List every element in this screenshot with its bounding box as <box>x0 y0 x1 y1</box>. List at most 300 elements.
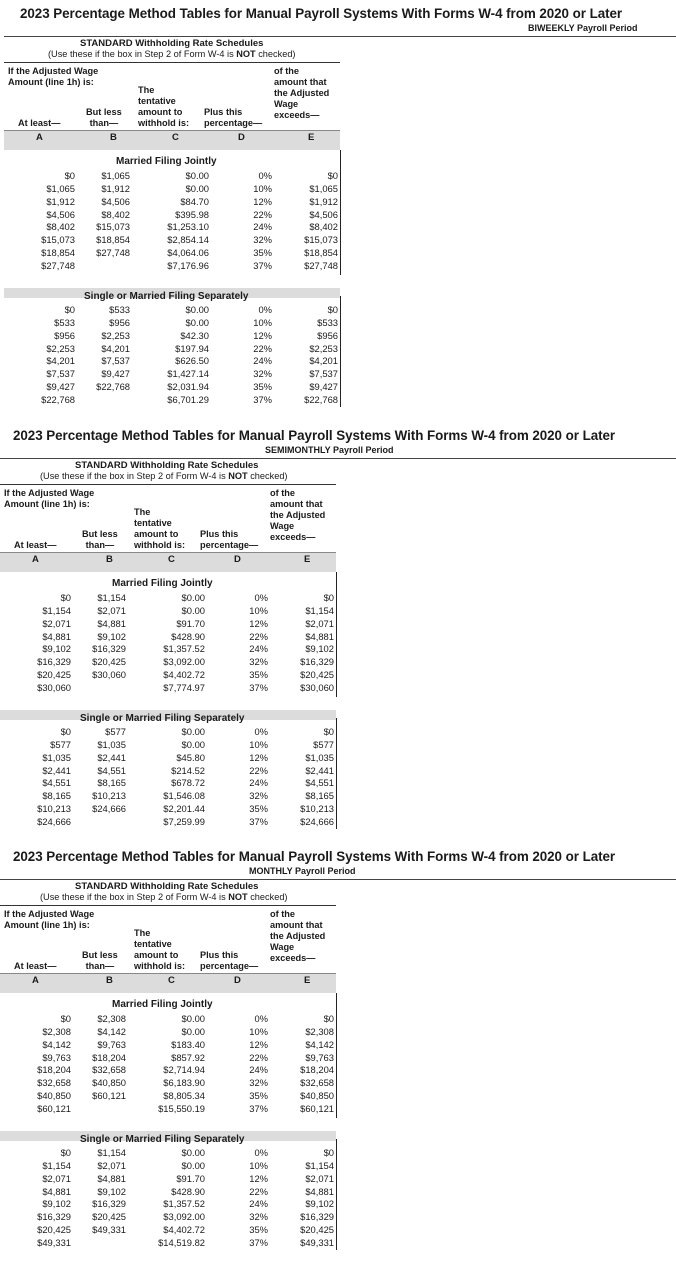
header-plus-percentage: Plus this percentage— <box>200 529 259 550</box>
table-row <box>0 1103 1 1104</box>
exceeds-cell: $4,551 <box>305 777 334 789</box>
exceeds-cell: $1,035 <box>305 751 334 763</box>
exceeds-cell: $0 <box>327 304 338 315</box>
tentative-amount-cell: $2,714.94 <box>163 1064 205 1076</box>
column-letter-b: B <box>110 132 117 143</box>
column-letter-e: E <box>304 554 311 565</box>
table-row <box>0 234 1 235</box>
header-at-least: At least— <box>14 961 57 971</box>
at-least-cell: $16,329 <box>37 1211 71 1223</box>
at-least-cell: $4,201 <box>46 355 75 367</box>
at-least-cell: $2,441 <box>42 764 71 776</box>
table-row <box>0 1211 1 1212</box>
tentative-amount-cell: $428.90 <box>171 1185 205 1197</box>
header-exceeds: of the amount that the Adjusted Wage exceeds— <box>270 488 326 542</box>
percentage-cell: 35% <box>249 669 268 681</box>
percentage-cell: 35% <box>253 381 272 393</box>
at-least-cell: $20,425 <box>37 1224 71 1236</box>
schedules-note <box>40 471 288 481</box>
but-less-than-cell: $4,142 <box>97 1025 126 1037</box>
percentage-cell: 0% <box>254 726 268 737</box>
table-row <box>0 618 1 619</box>
header-tentative-amount: The tentative amount to withhold is: <box>138 85 190 128</box>
payroll-table-section <box>0 849 676 1269</box>
payroll-table-section <box>0 428 676 848</box>
table-row <box>0 1052 1 1053</box>
tentative-amount-cell: $7,774.97 <box>163 681 205 693</box>
table-row <box>0 656 1 657</box>
exceeds-cell: $9,102 <box>305 1198 334 1210</box>
at-least-cell: $22,768 <box>41 393 75 405</box>
schedules-note <box>48 49 296 59</box>
exceeds-cell: $9,427 <box>309 381 338 393</box>
exceeds-cell: $15,073 <box>304 234 338 246</box>
header-plus-percentage: Plus this percentage— <box>200 950 259 971</box>
but-less-than-cell: $4,881 <box>97 1172 126 1184</box>
column-letter-d: D <box>234 975 241 986</box>
at-least-cell: $8,402 <box>46 221 75 233</box>
table-right-rule <box>340 150 341 275</box>
exceeds-cell: $0 <box>323 726 334 737</box>
percentage-cell: 10% <box>253 316 272 328</box>
table-row <box>0 1039 1 1040</box>
exceeds-cell: $18,854 <box>304 247 338 259</box>
percentage-cell: 32% <box>253 368 272 380</box>
tentative-amount-cell: $42.30 <box>180 329 209 341</box>
tentative-amount-cell: $678.72 <box>171 777 205 789</box>
percentage-cell: 0% <box>258 304 272 315</box>
tentative-amount-cell: $14,519.82 <box>158 1236 205 1248</box>
at-least-cell: $9,102 <box>42 1198 71 1210</box>
at-least-cell: $9,102 <box>42 643 71 655</box>
at-least-cell: $18,854 <box>41 247 75 259</box>
at-least-cell: $9,427 <box>46 381 75 393</box>
but-less-than-cell: $4,551 <box>97 764 126 776</box>
table-right-rule <box>340 296 341 407</box>
percentage-cell: 12% <box>253 195 272 207</box>
at-least-cell: $16,329 <box>37 656 71 668</box>
exceeds-cell: $20,425 <box>300 1224 334 1236</box>
table-top-rule <box>0 484 336 485</box>
but-less-than-cell: $20,425 <box>92 1211 126 1223</box>
table-row <box>0 1147 1 1148</box>
table-row <box>0 631 1 632</box>
filing-status-label: Single or Married Filing Separately <box>84 291 249 302</box>
section-title: 2023 Percentage Method Tables for Manual Payroll Systems With Forms W-4 from 2020 or Later <box>13 849 616 864</box>
table-row <box>0 247 1 248</box>
table-right-rule <box>336 572 337 697</box>
percentage-cell: 0% <box>254 1147 268 1158</box>
but-less-than-cell: $7,537 <box>101 355 130 367</box>
percentage-cell: 10% <box>249 738 268 750</box>
exceeds-cell: $20,425 <box>300 669 334 681</box>
but-less-than-cell: $20,425 <box>92 656 126 668</box>
but-less-than-cell: $16,329 <box>92 643 126 655</box>
header-adjusted-wage: If the Adjusted Wage Amount (line 1h) is: <box>4 488 95 509</box>
at-least-cell: $10,213 <box>37 803 71 815</box>
exceeds-cell: $24,666 <box>300 815 334 827</box>
at-least-cell: $40,850 <box>37 1090 71 1102</box>
exceeds-cell: $4,881 <box>305 630 334 642</box>
table-row <box>0 1224 1 1225</box>
exceeds-cell: $1,154 <box>305 604 334 616</box>
percentage-cell: 24% <box>249 1064 268 1076</box>
but-less-than-cell: $9,102 <box>97 1185 126 1197</box>
exceeds-cell: $60,121 <box>300 1102 334 1114</box>
exceeds-cell: $9,102 <box>305 643 334 655</box>
percentage-cell: 10% <box>253 182 272 194</box>
tentative-amount-cell: $0.00 <box>181 1147 205 1158</box>
but-less-than-cell: $2,071 <box>97 1159 126 1171</box>
percentage-cell: 22% <box>249 1185 268 1197</box>
column-letter-c: C <box>168 975 175 986</box>
exceeds-cell: $4,506 <box>309 208 338 220</box>
table-row <box>0 739 1 740</box>
percentage-cell: 22% <box>249 1051 268 1063</box>
tentative-amount-cell: $7,259.99 <box>163 815 205 827</box>
but-less-than-cell: $4,881 <box>97 617 126 629</box>
but-less-than-cell: $18,204 <box>92 1051 126 1063</box>
but-less-than-cell: $2,441 <box>97 751 126 763</box>
but-less-than-cell: $1,154 <box>97 592 126 603</box>
title-rule <box>4 36 676 37</box>
tentative-amount-cell: $0.00 <box>181 738 205 750</box>
percentage-cell: 32% <box>249 790 268 802</box>
table-row <box>0 1090 1 1091</box>
table-row <box>0 1186 1 1187</box>
filing-status-bar <box>0 987 336 993</box>
tentative-amount-cell: $0.00 <box>181 592 205 603</box>
at-least-cell: $4,551 <box>42 777 71 789</box>
table-row <box>0 1013 1 1014</box>
tentative-amount-cell: $1,253.10 <box>167 221 209 233</box>
schedules-note-text: checked) <box>255 49 296 59</box>
tentative-amount-cell: $0.00 <box>185 182 209 194</box>
exceeds-cell: $0 <box>323 592 334 603</box>
at-least-cell: $0 <box>60 592 71 603</box>
column-letter-b: B <box>106 554 113 565</box>
tentative-amount-cell: $2,201.44 <box>163 803 205 815</box>
at-least-cell: $1,912 <box>46 195 75 207</box>
at-least-cell: $4,506 <box>46 208 75 220</box>
tentative-amount-cell: $3,092.00 <box>163 656 205 668</box>
at-least-cell: $2,308 <box>42 1025 71 1037</box>
exceeds-cell: $10,213 <box>300 803 334 815</box>
tentative-amount-cell: $91.70 <box>176 617 205 629</box>
section-title: 2023 Percentage Method Tables for Manual Payroll Systems With Forms W-4 from 2020 or Later <box>20 6 623 21</box>
but-less-than-cell: $1,154 <box>97 1147 126 1158</box>
column-letter-d: D <box>234 554 241 565</box>
header-exceeds: of the amount that the Adjusted Wage exceeds— <box>274 66 330 120</box>
table-right-rule <box>336 718 337 829</box>
exceeds-cell: $32,658 <box>300 1077 334 1089</box>
header-but-less-than: But less than— <box>82 950 118 971</box>
section-title: 2023 Percentage Method Tables for Manual Payroll Systems With Forms W-4 from 2020 or Later <box>13 428 616 443</box>
table-row <box>0 1064 1 1065</box>
percentage-cell: 37% <box>249 1236 268 1248</box>
table-row <box>0 643 1 644</box>
column-letter-b: B <box>106 975 113 986</box>
percentage-cell: 32% <box>249 1077 268 1089</box>
table-row <box>0 1026 1 1027</box>
percentage-cell: 32% <box>253 234 272 246</box>
but-less-than-cell: $40,850 <box>92 1077 126 1089</box>
but-less-than-cell: $1,912 <box>101 182 130 194</box>
but-less-than-cell: $2,071 <box>97 604 126 616</box>
at-least-cell: $533 <box>54 316 75 328</box>
tentative-amount-cell: $214.52 <box>171 764 205 776</box>
but-less-than-cell: $533 <box>109 304 130 315</box>
at-least-cell: $1,035 <box>42 751 71 763</box>
table-row <box>0 343 1 344</box>
but-less-than-cell: $15,073 <box>96 221 130 233</box>
schedules-note-text: checked) <box>247 471 288 481</box>
column-letter-e: E <box>304 975 311 986</box>
filing-status-label: Single or Married Filing Separately <box>80 713 245 724</box>
table-row <box>0 605 1 606</box>
header-tentative-amount: The tentative amount to withhold is: <box>134 928 186 971</box>
column-letter-d: D <box>238 132 245 143</box>
header-adjusted-wage: If the Adjusted Wage Amount (line 1h) is: <box>4 909 95 930</box>
table-row <box>0 330 1 331</box>
but-less-than-cell: $27,748 <box>96 247 130 259</box>
percentage-cell: 37% <box>249 1102 268 1114</box>
tentative-amount-cell: $197.94 <box>175 342 209 354</box>
at-least-cell: $15,073 <box>41 234 75 246</box>
percentage-cell: 24% <box>249 1198 268 1210</box>
but-less-than-cell: $22,768 <box>96 381 130 393</box>
but-less-than-cell: $16,329 <box>92 1198 126 1210</box>
but-less-than-cell: $2,253 <box>101 329 130 341</box>
tentative-amount-cell: $1,546.08 <box>163 790 205 802</box>
table-row <box>0 669 1 670</box>
at-least-cell: $27,748 <box>41 259 75 271</box>
tentative-amount-cell: $4,402.72 <box>163 1224 205 1236</box>
tentative-amount-cell: $4,064.06 <box>167 247 209 259</box>
but-less-than-cell: $956 <box>109 316 130 328</box>
table-row <box>0 803 1 804</box>
at-least-cell: $0 <box>64 304 75 315</box>
at-least-cell: $956 <box>54 329 75 341</box>
percentage-cell: 37% <box>249 681 268 693</box>
header-at-least: At least— <box>14 540 57 550</box>
tentative-amount-cell: $7,176.96 <box>167 259 209 271</box>
schedules-title: STANDARD Withholding Rate Schedules <box>75 460 259 471</box>
percentage-cell: 24% <box>253 221 272 233</box>
at-least-cell: $24,666 <box>37 815 71 827</box>
table-row <box>0 1077 1 1078</box>
tentative-amount-cell: $0.00 <box>185 316 209 328</box>
exceeds-cell: $16,329 <box>300 1211 334 1223</box>
tentative-amount-cell: $428.90 <box>171 630 205 642</box>
but-less-than-cell: $30,060 <box>92 669 126 681</box>
schedules-note-emphasis: NOT <box>228 892 248 902</box>
at-least-cell: $2,071 <box>42 1172 71 1184</box>
at-least-cell: $8,165 <box>42 790 71 802</box>
tentative-amount-cell: $0.00 <box>185 304 209 315</box>
but-less-than-cell: $60,121 <box>92 1090 126 1102</box>
schedules-note-text: (Use these if the box in Step 2 of Form W-4 is <box>40 892 229 902</box>
percentage-cell: 35% <box>249 803 268 815</box>
filing-status-label: Single or Married Filing Separately <box>80 1134 245 1145</box>
but-less-than-cell: $18,854 <box>96 234 130 246</box>
title-rule <box>0 458 676 459</box>
tentative-amount-cell: $45.80 <box>176 751 205 763</box>
table-row <box>0 816 1 817</box>
table-row <box>0 394 1 395</box>
percentage-cell: 35% <box>249 1224 268 1236</box>
column-letter-a: A <box>32 975 39 986</box>
table-row <box>0 726 1 727</box>
percentage-cell: 0% <box>254 592 268 603</box>
but-less-than-cell: $1,065 <box>101 170 130 181</box>
payroll-table-section <box>0 6 676 426</box>
exceeds-cell: $0 <box>327 170 338 181</box>
schedules-note-emphasis: NOT <box>228 471 248 481</box>
exceeds-cell: $49,331 <box>300 1236 334 1248</box>
table-row <box>0 1173 1 1174</box>
percentage-cell: 22% <box>249 764 268 776</box>
exceeds-cell: $9,763 <box>305 1051 334 1063</box>
but-less-than-cell: $577 <box>105 726 126 737</box>
at-least-cell: $18,204 <box>37 1064 71 1076</box>
at-least-cell: $4,881 <box>42 1185 71 1197</box>
percentage-cell: 24% <box>253 355 272 367</box>
tentative-amount-cell: $4,402.72 <box>163 669 205 681</box>
exceeds-cell: $18,204 <box>300 1064 334 1076</box>
percentage-cell: 37% <box>253 259 272 271</box>
percentage-cell: 37% <box>249 815 268 827</box>
tentative-amount-cell: $0.00 <box>181 1159 205 1171</box>
at-least-cell: $2,071 <box>42 617 71 629</box>
table-right-rule <box>336 1139 337 1250</box>
table-row <box>0 368 1 369</box>
header-adjusted-wage: If the Adjusted Wage Amount (line 1h) is: <box>8 66 99 87</box>
header-exceeds: of the amount that the Adjusted Wage exceeds— <box>270 909 326 963</box>
tentative-amount-cell: $0.00 <box>185 170 209 181</box>
percentage-cell: 32% <box>249 656 268 668</box>
percentage-cell: 24% <box>249 643 268 655</box>
exceeds-cell: $0 <box>323 1147 334 1158</box>
tentative-amount-cell: $8,805.34 <box>163 1090 205 1102</box>
schedules-note-text: checked) <box>247 892 288 902</box>
percentage-cell: 35% <box>249 1090 268 1102</box>
at-least-cell: $49,331 <box>37 1236 71 1248</box>
exceeds-cell: $533 <box>317 316 338 328</box>
schedules-title: STANDARD Withholding Rate Schedules <box>80 38 264 49</box>
payroll-period-label: SEMIMONTHLY Payroll Period <box>265 445 394 455</box>
table-row <box>0 260 1 261</box>
header-at-least: At least— <box>18 118 61 128</box>
table-row <box>0 381 1 382</box>
table-top-rule <box>0 905 336 906</box>
exceeds-cell: $22,768 <box>304 393 338 405</box>
schedules-note <box>40 892 288 902</box>
but-less-than-cell: $2,308 <box>97 1013 126 1024</box>
table-right-rule <box>336 993 337 1118</box>
percentage-cell: 12% <box>249 1038 268 1050</box>
at-least-cell: $0 <box>60 1013 71 1024</box>
percentage-cell: 22% <box>253 342 272 354</box>
percentage-cell: 0% <box>254 1013 268 1024</box>
table-row <box>0 170 1 171</box>
table-row <box>0 790 1 791</box>
table-row <box>0 777 1 778</box>
tentative-amount-cell: $1,357.52 <box>163 643 205 655</box>
tentative-amount-cell: $2,854.14 <box>167 234 209 246</box>
tentative-amount-cell: $6,183.90 <box>163 1077 205 1089</box>
at-least-cell: $0 <box>64 170 75 181</box>
percentage-cell: 24% <box>249 777 268 789</box>
table-row <box>0 209 1 210</box>
filing-status-label: Married Filing Jointly <box>116 156 217 167</box>
percentage-cell: 22% <box>249 630 268 642</box>
but-less-than-cell: $9,102 <box>97 630 126 642</box>
schedules-note-emphasis: NOT <box>236 49 256 59</box>
payroll-period-label: BIWEEKLY Payroll Period <box>528 23 638 33</box>
but-less-than-cell: $4,506 <box>101 195 130 207</box>
exceeds-cell: $8,402 <box>309 221 338 233</box>
but-less-than-cell: $32,658 <box>92 1064 126 1076</box>
at-least-cell: $30,060 <box>37 681 71 693</box>
at-least-cell: $1,154 <box>42 604 71 616</box>
tentative-amount-cell: $857.92 <box>171 1051 205 1063</box>
payroll-period-label: MONTHLY Payroll Period <box>249 866 356 876</box>
header-but-less-than: But less than— <box>82 529 118 550</box>
but-less-than-cell: $10,213 <box>92 790 126 802</box>
but-less-than-cell: $1,035 <box>97 738 126 750</box>
exceeds-cell: $956 <box>317 329 338 341</box>
percentage-cell: 12% <box>249 1172 268 1184</box>
exceeds-cell: $1,065 <box>309 182 338 194</box>
tentative-amount-cell: $395.98 <box>175 208 209 220</box>
table-row <box>0 304 1 305</box>
tentative-amount-cell: $1,357.52 <box>163 1198 205 1210</box>
exceeds-cell: $8,165 <box>305 790 334 802</box>
at-least-cell: $32,658 <box>37 1077 71 1089</box>
exceeds-cell: $1,912 <box>309 195 338 207</box>
column-letter-a: A <box>36 132 43 143</box>
at-least-cell: $20,425 <box>37 669 71 681</box>
tentative-amount-cell: $84.70 <box>180 195 209 207</box>
exceeds-cell: $16,329 <box>300 656 334 668</box>
but-less-than-cell: $49,331 <box>92 1224 126 1236</box>
column-letter-c: C <box>168 554 175 565</box>
tentative-amount-cell: $0.00 <box>181 726 205 737</box>
header-but-less-than: But less than— <box>86 107 122 128</box>
exceeds-cell: $4,201 <box>309 355 338 367</box>
at-least-cell: $2,253 <box>46 342 75 354</box>
percentage-cell: 32% <box>249 1211 268 1223</box>
exceeds-cell: $40,850 <box>300 1090 334 1102</box>
but-less-than-cell: $9,427 <box>101 368 130 380</box>
percentage-cell: 12% <box>249 751 268 763</box>
tentative-amount-cell: $626.50 <box>175 355 209 367</box>
at-least-cell: $4,881 <box>42 630 71 642</box>
percentage-cell: 10% <box>249 604 268 616</box>
exceeds-cell: $7,537 <box>309 368 338 380</box>
but-less-than-cell: $24,666 <box>92 803 126 815</box>
but-less-than-cell: $9,763 <box>97 1038 126 1050</box>
column-letter-a: A <box>32 554 39 565</box>
tentative-amount-cell: $91.70 <box>176 1172 205 1184</box>
filing-status-label: Married Filing Jointly <box>112 999 213 1010</box>
exceeds-cell: $2,308 <box>305 1025 334 1037</box>
table-top-rule <box>4 62 340 63</box>
header-plus-percentage: Plus this percentage— <box>204 107 263 128</box>
tentative-amount-cell: $3,092.00 <box>163 1211 205 1223</box>
but-less-than-cell: $8,402 <box>101 208 130 220</box>
